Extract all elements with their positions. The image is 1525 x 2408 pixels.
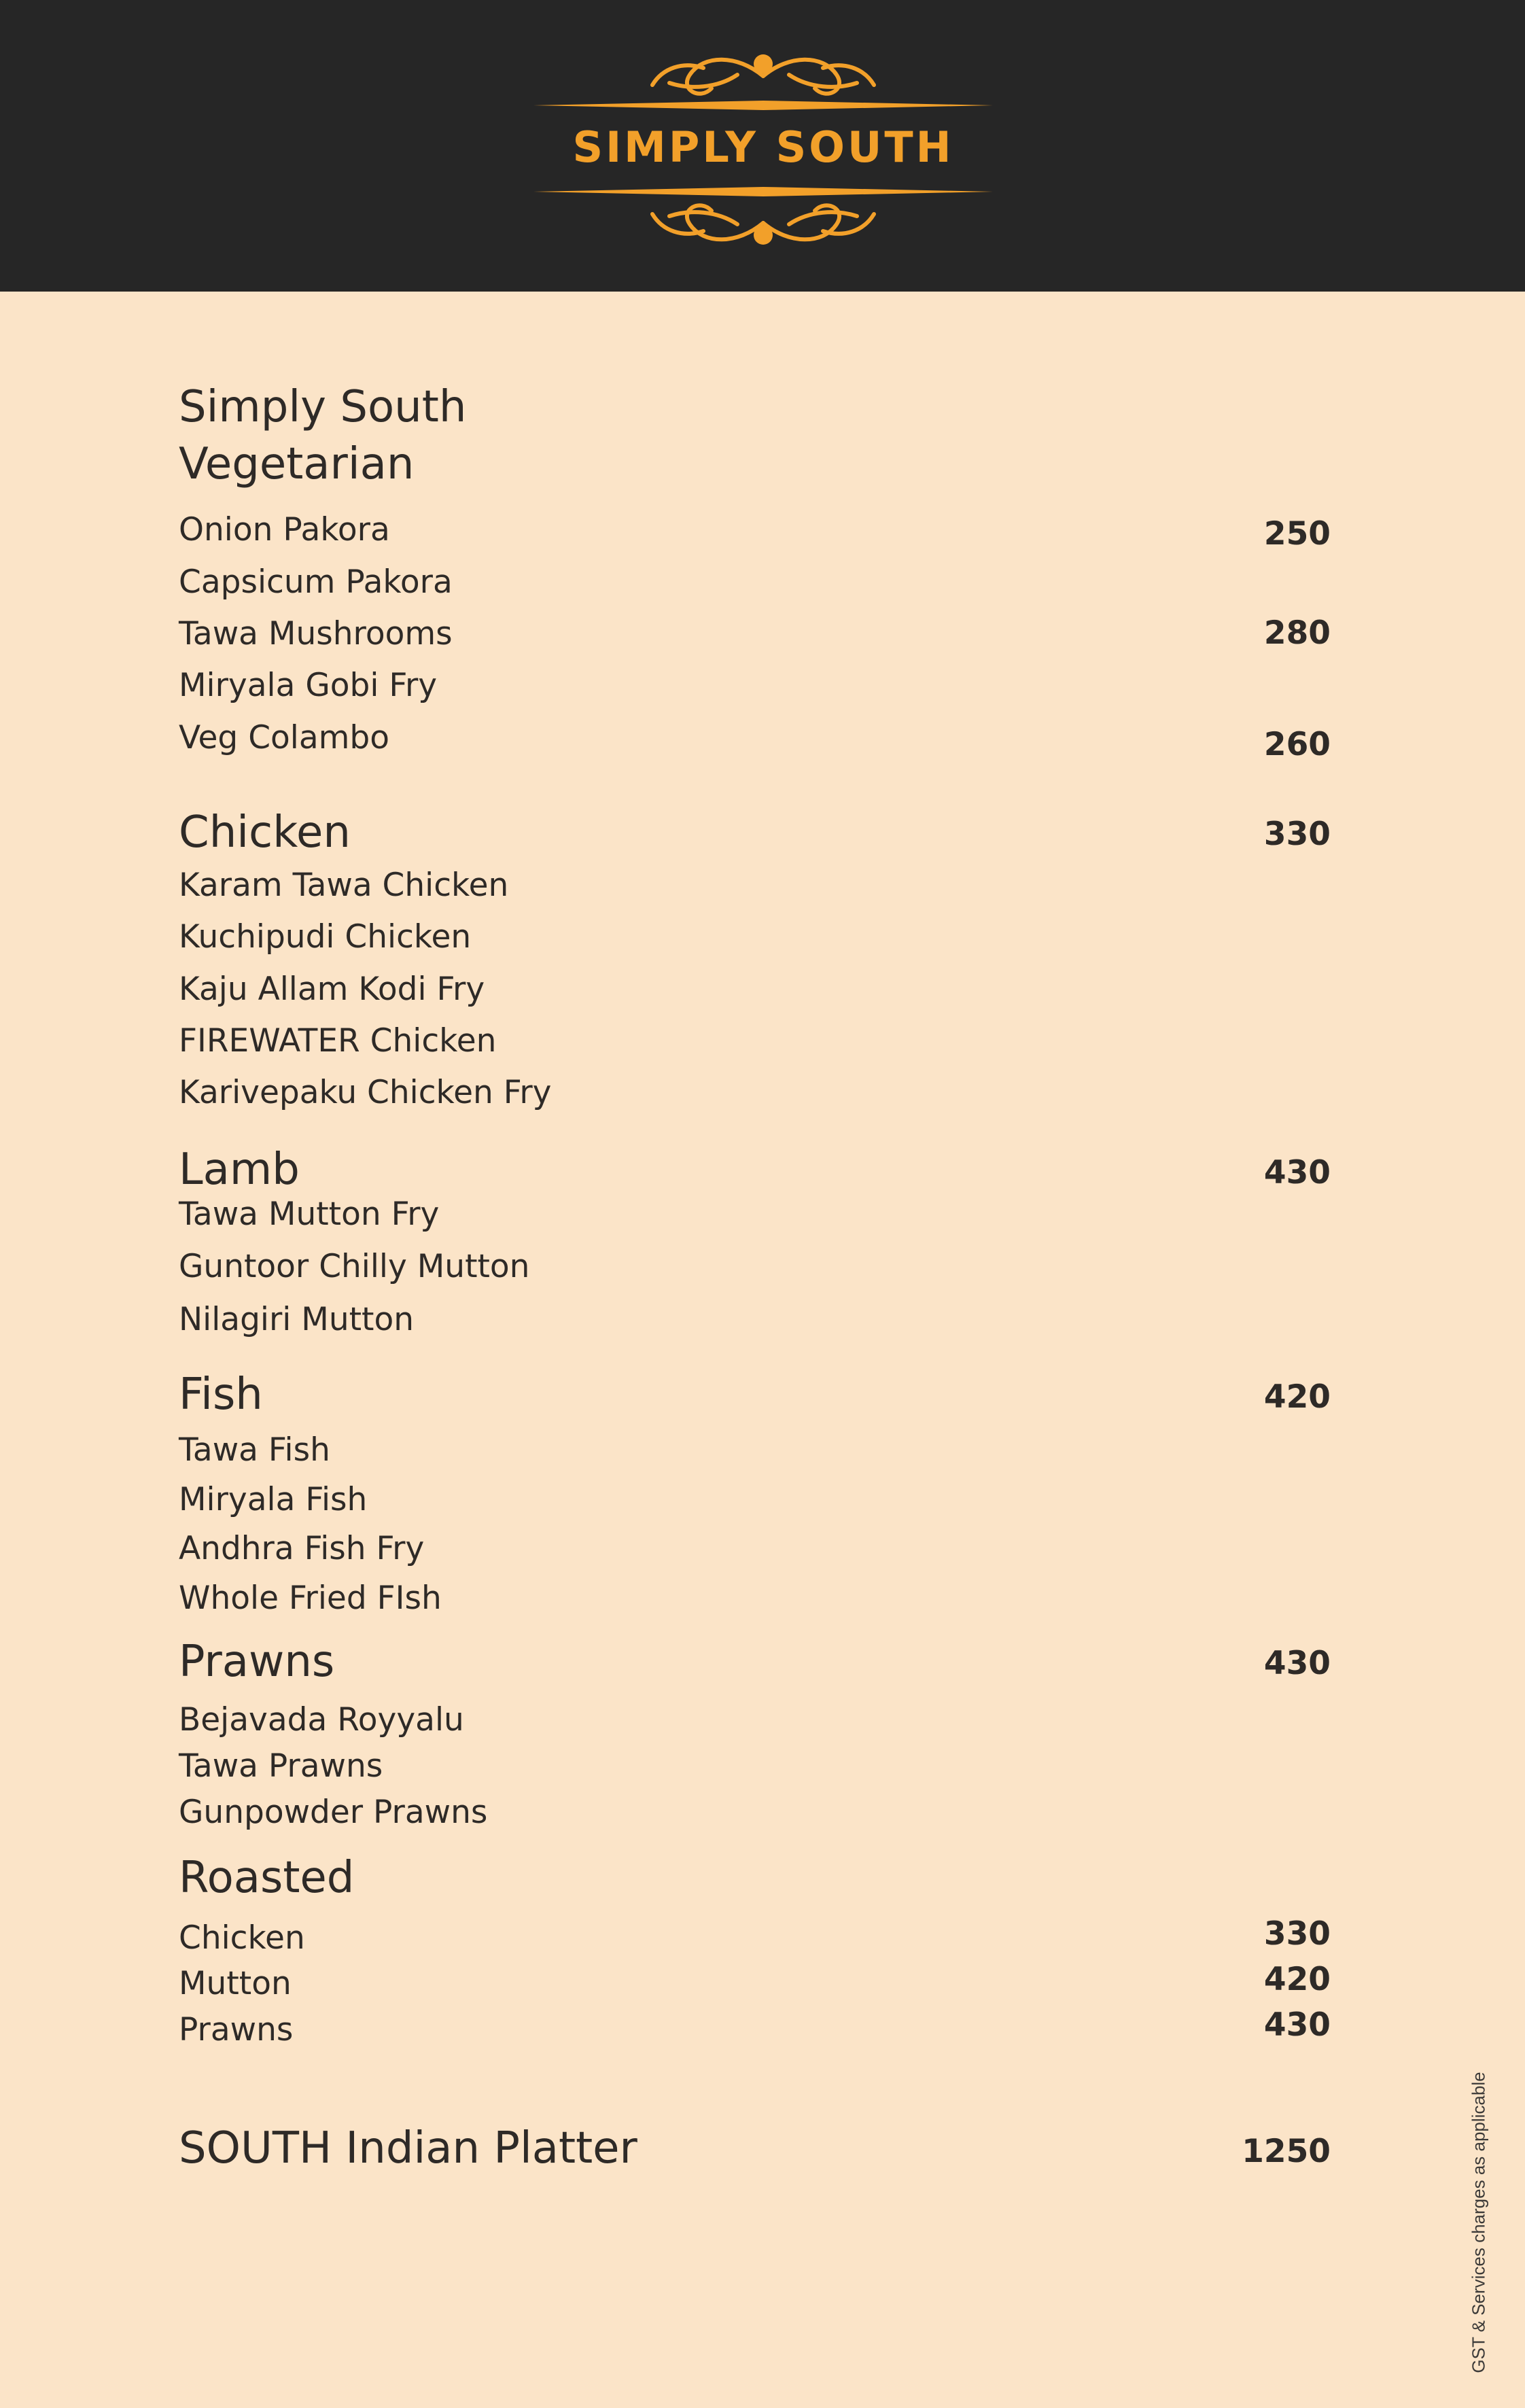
- menu-item: Kuchipudi Chicken: [179, 918, 472, 956]
- menu-item: FIREWATER Chicken: [179, 1022, 497, 1060]
- menu-item: Mutton: [179, 1965, 292, 2002]
- section-price: 430: [1263, 1645, 1331, 1682]
- menu-item: Miryala Fish: [179, 1481, 368, 1518]
- menu-item: Bejavada Royyalu: [179, 1701, 464, 1739]
- menu-item: Tawa Fish: [179, 1431, 330, 1469]
- item-price: 280: [1263, 614, 1331, 652]
- menu-item: Gunpowder Prawns: [179, 1794, 488, 1831]
- platter-price: 1250: [1242, 2133, 1331, 2170]
- menu-item: Tawa Prawns: [179, 1747, 383, 1785]
- brand-logo: [533, 48, 993, 251]
- section-heading-lamb: Lamb: [179, 1145, 300, 1195]
- menu-item: Karivepaku Chicken Fry: [179, 1074, 552, 1111]
- section-price: 330: [1263, 816, 1331, 853]
- menu-item: Andhra Fish Fry: [179, 1530, 425, 1567]
- section-price: 430: [1263, 1154, 1331, 1191]
- section-heading-prawns: Prawns: [179, 1637, 335, 1687]
- brand-name: SIMPLY SOUTH: [572, 122, 954, 172]
- menu-item: Chicken: [179, 1919, 305, 1957]
- menu-item: Onion Pakora: [179, 511, 390, 548]
- section-price: 420: [1263, 1378, 1331, 1416]
- platter-title: SOUTH Indian Platter: [179, 2123, 637, 2174]
- item-price: 420: [1263, 1961, 1331, 1998]
- menu-item: Miryala Gobi Fry: [179, 667, 438, 704]
- menu-item: Capsicum Pakora: [179, 563, 453, 601]
- menu-item: Tawa Mushrooms: [179, 615, 453, 652]
- header-banner: [0, 0, 1525, 292]
- menu-item: Prawns: [179, 2011, 294, 2048]
- section-heading-fish: Fish: [179, 1369, 263, 1420]
- section-heading-vegetarian: Vegetarian: [179, 439, 415, 489]
- item-price: 260: [1263, 726, 1331, 763]
- menu-item: Karam Tawa Chicken: [179, 867, 509, 904]
- menu-item: Nilagiri Mutton: [179, 1301, 415, 1338]
- tax-note: GST & Services charges as applicable: [1468, 2072, 1489, 2373]
- section-heading-chicken: Chicken: [179, 807, 351, 858]
- menu-item: Tawa Mutton Fry: [179, 1196, 440, 1233]
- section-heading: Simply South: [179, 382, 467, 432]
- item-price: 430: [1263, 2006, 1331, 2044]
- menu-item: Veg Colambo: [179, 719, 389, 756]
- menu-item: Whole Fried FIsh: [179, 1580, 442, 1617]
- menu-item: Kaju Allam Kodi Fry: [179, 971, 485, 1008]
- item-price: 250: [1263, 515, 1331, 553]
- item-price: 330: [1263, 1915, 1331, 1953]
- section-heading-roasted: Roasted: [179, 1853, 355, 1903]
- menu-item: Guntoor Chilly Mutton: [179, 1248, 530, 1285]
